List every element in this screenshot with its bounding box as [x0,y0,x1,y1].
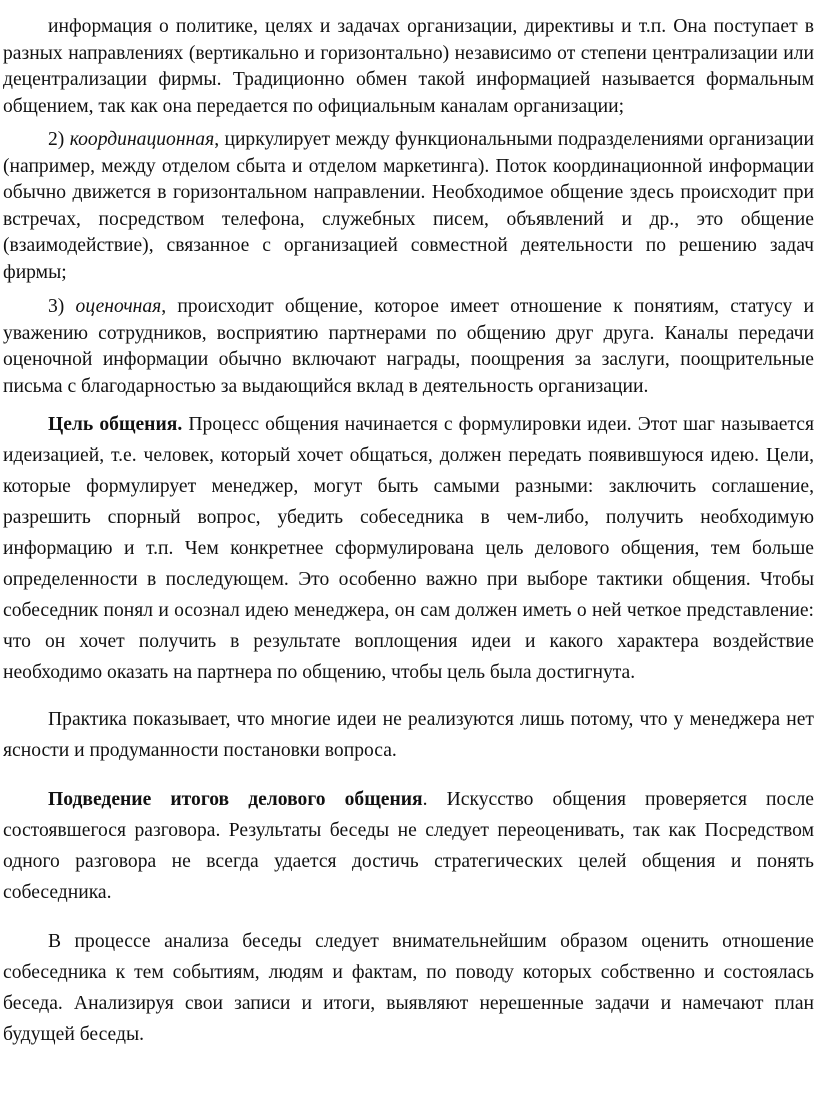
paragraph-text: Практика показывает, что многие идеи не реализуются лишь потому, что у менеджера нет ясности и продуманности постановки вопроса. [3,709,814,761]
section-heading-summing-up: Подведение итогов делового общения [48,789,423,810]
paragraph-summing-up [3,784,814,908]
paragraph-text: В процессе анализа беседы следует внимательнейшим образом оценить отношение собеседника к тем событиям, людям и фактам, по поводу которых собственно и состоялась беседа. Анализируя свои записи и итоги, выявляют нерешенные задачи и намечают план будущей беседы. [3,931,814,1045]
list-number: 3) [48,296,76,317]
paragraph-practice [3,704,814,766]
paragraph-analysis [3,926,814,1050]
term-coordination: координационная [69,129,215,150]
paragraph-text: , циркулирует между функциональными подразделениями организации (например, между отделом сбыта и отделом маркетинга). Поток координационной информации обычно движется в горизонтальном направлении. Необходимое общение здесь происходит при встречах, посредством телефона, служебных писем, объявлений и др., это общение (взаимодействие), связанное с организацией совместной деятельности по решению задач фирмы; [3,129,814,283]
paragraph-text: , происходит общение, которое имеет отношение к понятиям, статусу и уважению сотрудников, восприятию партнерами по общению друг друга. Каналы передачи оценочной информации обычно включают награды, поощрения за заслуги, поощрительные письма с благодарностью за выдающийся вклад в деятельность организации. [3,296,814,397]
term-evaluative: оценочная [75,296,162,317]
paragraph-communication-goal [3,409,814,688]
section-heading-goal: Цель общения. [48,414,183,435]
paragraph-coordination [3,127,814,286]
paragraph-evaluative [3,294,814,400]
paragraph-text: Процесс общения начинается с формулировки идеи. Этот шаг называется идеизацией, т.е. человек, который хочет общаться, должен передать появившуюся идею. Цели, которые формулирует менеджер, могут быть самыми разными: заключить соглашение, разрешить спорный вопрос, убедить собеседника в чем-либо, получить необходимую информацию и т.п. Чем конкретнее сформулирована цель делового общения, тем больше определенности в последующем. Это особенно важно при выборе тактики общения. Чтобы собеседник понял и осознал идею менеджера, он сам должен иметь о ней четкое представление: что он хочет получить в результате воплощения идеи и какого характера воздействие необходимо оказать на партнера по общению, чтобы цель была достигнута. [3,414,815,683]
list-number: 2) [48,129,70,150]
paragraph-formal-info [3,0,814,120]
paragraph-text: информация о политике, целях и задачах организации, директивы и т.п. Она поступает в разных направлениях (вертикально и горизонтально) независимо от степени централизации или децентрализации фирмы. Традиционно обмен такой информацией называется формальным общением, так как она передается по официальным каналам организации; [3,16,814,117]
paragraph-text: . Искусство общения проверяется после состоявшегося разговора. Результаты беседы не следует переоценивать, так как Посредством одного разговора не всегда удается достичь стратегических целей общения и понять собеседника. [3,789,814,903]
